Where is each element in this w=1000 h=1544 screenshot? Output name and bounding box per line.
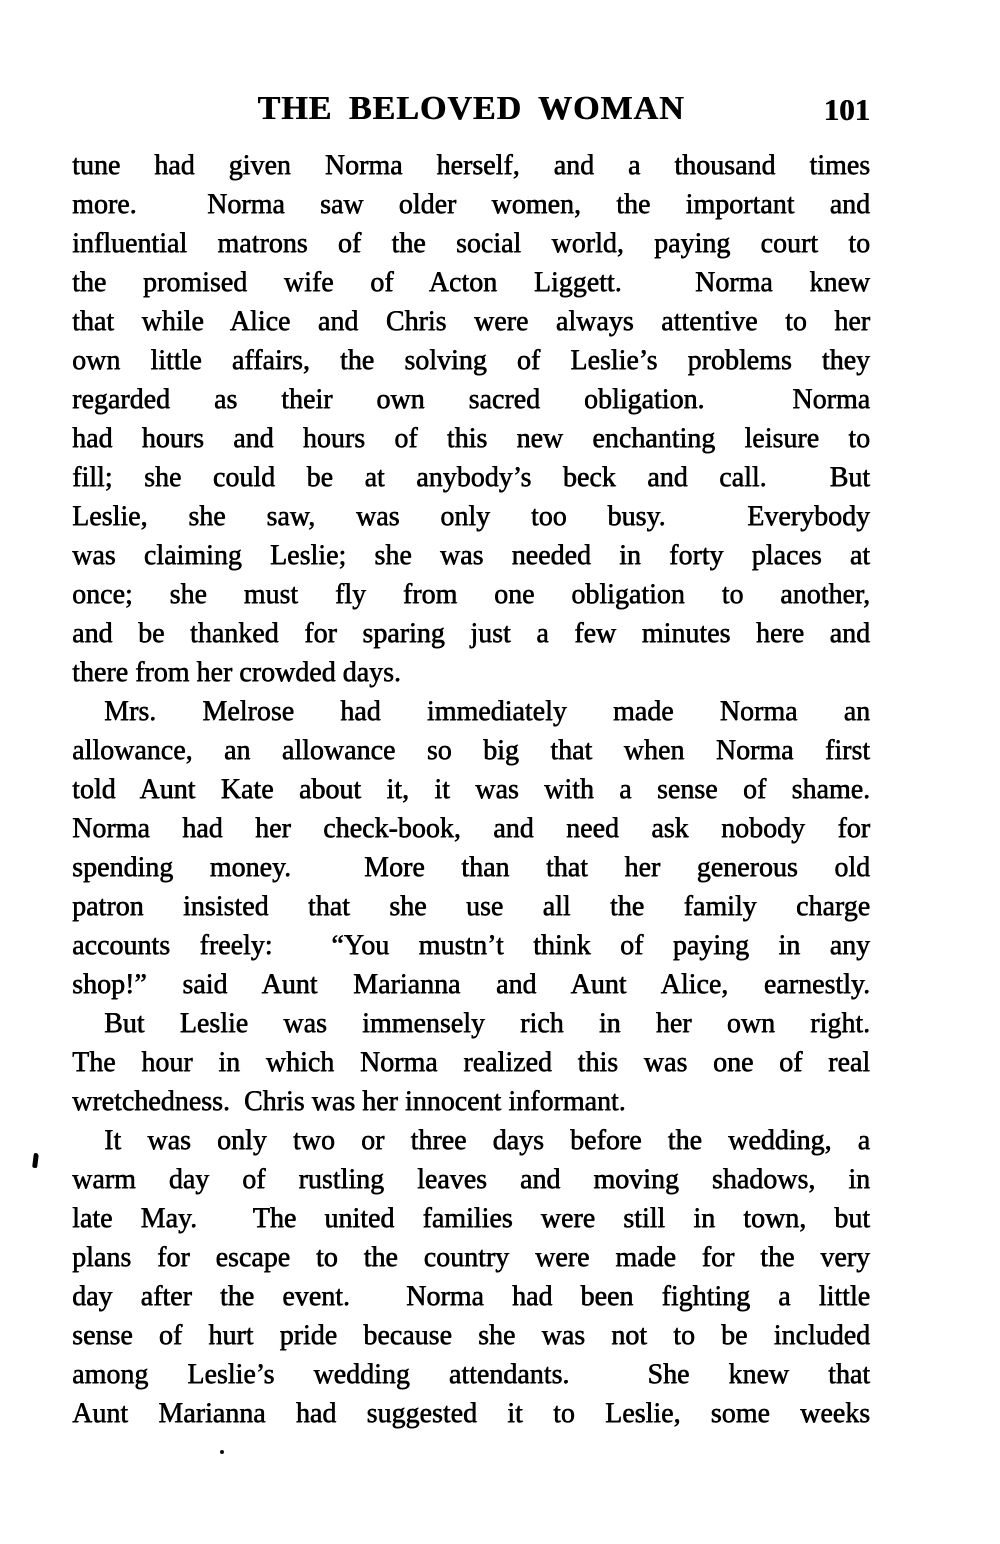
- text-line: Norma had her check-book, and need ask nobody for: [72, 813, 870, 844]
- text-line: had hours and hours of this new enchanting leisure to: [72, 423, 870, 454]
- text-line: influential matrons of the social world, paying court to: [72, 228, 870, 259]
- text-line: was claiming Leslie; she was needed in forty places at: [72, 540, 870, 571]
- page-title: THE BELOVED WOMAN: [257, 90, 685, 127]
- text-line: wretchedness. Chris was her innocent informant.: [72, 1086, 626, 1117]
- text-line: fill; she could be at anybody’s beck and call. But: [72, 462, 870, 493]
- text-line: accounts freely: “You mustn’t think of paying in any: [72, 930, 870, 961]
- text-line: the promised wife of Acton Liggett. Norma knew: [72, 267, 870, 298]
- text-line: plans for escape to the country were made for the very: [72, 1242, 870, 1273]
- text-line: there from her crowded days.: [72, 657, 401, 688]
- ink-speck-margin: [32, 1153, 39, 1168]
- paragraph: [72, 146, 870, 692]
- text-line: Mrs. Melrose had immediately made Norma an: [104, 696, 870, 727]
- text-line: once; she must fly from one obligation to another,: [72, 579, 870, 610]
- ink-speck-bottom: [220, 1450, 224, 1454]
- text-line: But Leslie was immensely rich in her own right.: [104, 1008, 870, 1039]
- text-line: that while Alice and Chris were always attentive to her: [72, 306, 870, 337]
- text-line: day after the event. Norma had been fighting a little: [72, 1281, 870, 1312]
- text-line: told Aunt Kate about it, it was with a sense of shame.: [72, 774, 870, 805]
- text-line: and be thanked for sparing just a few minutes here and: [72, 618, 870, 649]
- page-body: [72, 146, 870, 1433]
- text-line: Aunt Marianna had suggested it to Leslie, some weeks: [72, 1398, 870, 1429]
- paragraph: [72, 692, 870, 1004]
- text-line: regarded as their own sacred obligation. Norma: [72, 384, 870, 415]
- text-line: tune had given Norma herself, and a thousand times: [72, 150, 870, 181]
- text-line: allowance, an allowance so big that when Norma first: [72, 735, 870, 766]
- running-header: [72, 90, 870, 126]
- text-line: more. Norma saw older women, the important and: [72, 189, 870, 220]
- text-line: sense of hurt pride because she was not to be included: [72, 1320, 870, 1351]
- paragraph: [72, 1121, 870, 1433]
- paragraph: [72, 1004, 870, 1121]
- text-line: among Leslie’s wedding attendants. She knew that: [72, 1359, 870, 1390]
- page-number: 101: [823, 92, 870, 127]
- text-line: It was only two or three days before the wedding, a: [104, 1125, 870, 1156]
- text-line: warm day of rustling leaves and moving shadows, in: [72, 1164, 870, 1195]
- text-line: late May. The united families were still in town, but: [72, 1203, 870, 1234]
- text-line: The hour in which Norma realized this was one of real: [72, 1047, 870, 1078]
- text-line: shop!” said Aunt Marianna and Aunt Alice, earnestly.: [72, 969, 870, 1000]
- text-line: own little affairs, the solving of Leslie’s problems they: [72, 345, 870, 376]
- text-line: spending money. More than that her generous old: [72, 852, 870, 883]
- text-line: Leslie, she saw, was only too busy. Everybody: [72, 501, 870, 532]
- text-line: patron insisted that she use all the family charge: [72, 891, 870, 922]
